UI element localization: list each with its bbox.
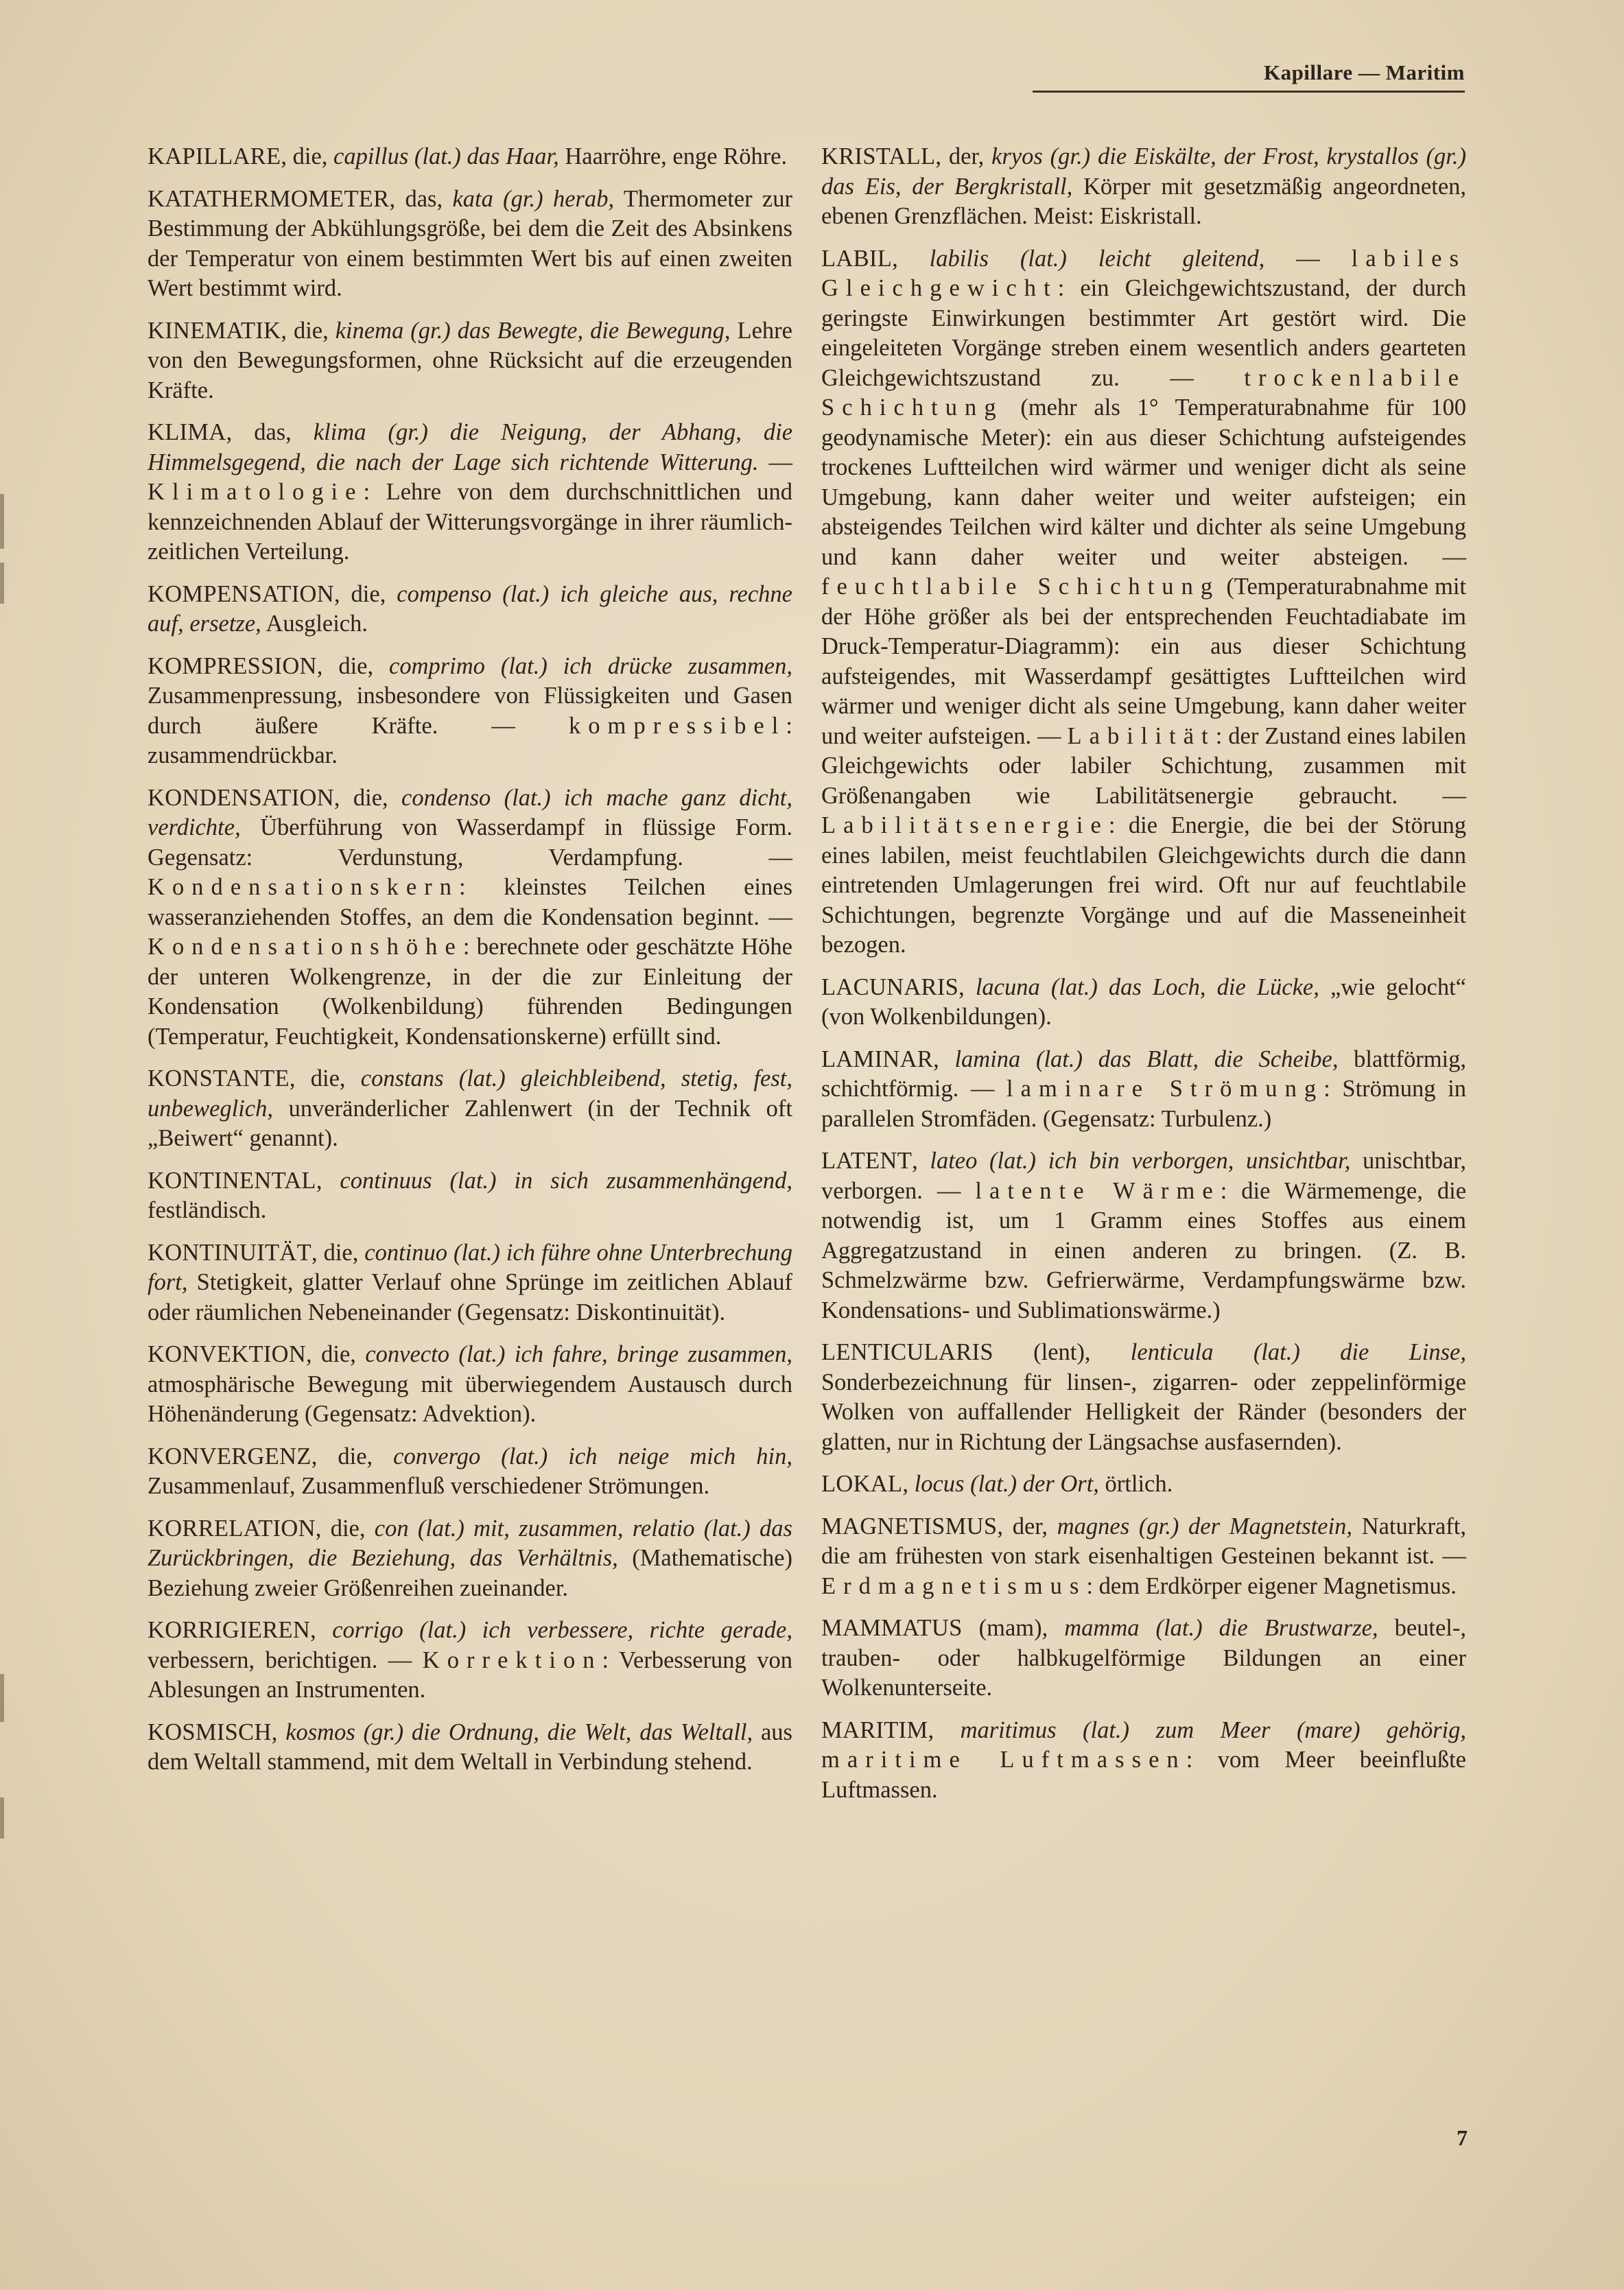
entry-etymology: kinema (gr.) das Bewegte, die Bewegung,: [335, 317, 731, 344]
entry-text: : die Wärmemenge, die notwendig ist, um 1 Gramm eines Stoffes aus einem Aggregatzustand in einen anderen zu bringen. (Z. B. Schmelzwärme bzw. Gefrierwärme, Verdampfungswärme bzw. Kondensations- und Sublimationswärme.): [821, 1177, 1467, 1323]
dictionary-entry: [821, 1716, 1466, 1806]
entry-grammar: ,: [933, 1046, 955, 1072]
entry-term: MAMMATUS: [821, 1615, 963, 1641]
entry-etymology: continuo (lat.) ich führe ohne Unterbrechung fort,: [148, 1239, 792, 1295]
entry-term: KAPILLARE: [148, 143, 281, 169]
entry-etymology: compenso (lat.) ich gleiche aus, rechne auf, ersetze,: [148, 580, 792, 637]
entry-subterm: Labilitätsenergie: [821, 812, 1109, 838]
dictionary-entry: [148, 1166, 792, 1226]
entry-grammar: , die,: [306, 1341, 366, 1367]
entry-grammar: ,: [310, 1617, 333, 1643]
entry-etymology: convergo (lat.) ich neige mich hin,: [393, 1443, 792, 1469]
entry-term: KONVERGENZ: [148, 1443, 311, 1469]
entry-etymology: lamina (lat.) das Blatt, die Scheibe,: [954, 1046, 1339, 1072]
entry-text: festländisch.: [148, 1197, 267, 1223]
entry-text: Naturkraft, die am frühesten von stark eisenhaltigen Gesteinen bekannt ist. —: [821, 1513, 1466, 1569]
entry-subterm: Erdmagnetismus: [821, 1572, 1087, 1599]
dictionary-entry: [148, 1616, 792, 1705]
entry-etymology: labilis (lat.) leicht gleitend,: [929, 245, 1265, 272]
entry-etymology: mamma (lat.) die Brustwarze,: [1064, 1615, 1378, 1641]
entry-term: LABIL: [821, 245, 893, 272]
entry-etymology: lenticula (lat.) die Linse,: [1130, 1339, 1466, 1365]
right-column: [821, 142, 1466, 1817]
entry-text: —: [1264, 245, 1352, 272]
entry-grammar: , das,: [389, 185, 453, 212]
page-number: 7: [1457, 2125, 1468, 2150]
entry-grammar: ,: [892, 245, 930, 272]
entry-text: : die Energie, die bei der Störung eines labilen, meist feuchtlabilen Gleichgewichts durch die dann eintretenden Umlagerungen frei wird. Oft nur auf feuchtlabile Schichtungen, begrenzte Vorgänge und auf die Masseneinheit bezogen.: [821, 812, 1466, 958]
entry-subterm: labiles Gleichgewicht: [821, 245, 1466, 301]
entry-etymology: con (lat.) mit, zusammen, relatio (lat.) das Zurückbringen, die Beziehung, das Verhältnis,: [148, 1515, 792, 1571]
entry-text: : Lehre von dem durchschnittlichen und kennzeichnenden Ablauf der Witterungsvorgänge in ihrer räumlich-zeitlichen Verteilung.: [148, 479, 792, 565]
entry-term: KONTINUITÄT: [148, 1239, 311, 1266]
entry-term: KONDENSATION: [148, 784, 334, 811]
entry-text: (Mathematische) Beziehung zweier Größenreihen zueinander.: [148, 1545, 792, 1601]
entry-grammar: ,: [928, 1716, 961, 1743]
dictionary-entry: [821, 244, 1466, 960]
dictionary-entry: [148, 1442, 792, 1502]
entry-text: : Strömung in parallelen Stromfäden. (Gegensatz: Turbulenz.): [821, 1076, 1466, 1132]
entry-text: : der Zustand eines labilen Gleichgewichts oder labiler Schichtung, zusammen mit Größenangaben wie Labilitätsenergie gebraucht. —: [821, 722, 1466, 809]
dictionary-entry: [148, 418, 792, 567]
entry-subterm: laminare Strömung: [1007, 1076, 1324, 1102]
entry-text: : dem Erdkörper eigener Magnetismus.: [1086, 1572, 1457, 1599]
dictionary-entry: [821, 142, 1466, 232]
entry-grammar: , die,: [281, 143, 334, 169]
dictionary-entry: [148, 652, 792, 771]
entry-text: Stetigkeit, glatter Verlauf ohne Sprünge im zeitlichen Ablauf oder räumlichen Nebeneinander (Gegensatz: Diskontinuität).: [148, 1269, 792, 1325]
dictionary-entry: [148, 783, 792, 1052]
dictionary-entry: [148, 1514, 792, 1604]
entry-term: KONVEKTION: [148, 1341, 307, 1367]
dictionary-entry: [821, 1146, 1466, 1325]
entry-text: (Temperaturabnahme mit der Höhe größer als bei der entsprechenden Feuchtadiabate im Druck-Temperatur-Diagramm): ein aus dieser Schichtung aufsteigendes, mit Wasserdampf gesättigtes Luftteilchen wird wärmer und weniger dicht als seine Umgebung, kann daher weiter und weiter aufsteigen. —: [821, 574, 1466, 749]
dictionary-entry: [821, 1614, 1466, 1703]
entry-term: KLIMA: [148, 419, 226, 445]
dictionary-entry: [821, 1469, 1466, 1500]
entry-text: Körper mit gesetzmäßig angeordneten, ebenen Grenzflächen. Meist: Eiskristall.: [821, 173, 1467, 229]
dictionary-entry: [148, 580, 792, 639]
dictionary-entry: [821, 1338, 1466, 1457]
left-column: [148, 142, 792, 1790]
entry-text: —: [758, 449, 793, 475]
entry-subterm: Kondensationskern: [148, 874, 460, 900]
entry-subterm: trockenlabile Schichtung: [821, 364, 1466, 421]
binding-mark: [0, 563, 4, 604]
entry-term: KOMPRESSION: [148, 652, 317, 679]
dictionary-entry: [148, 1340, 792, 1430]
entry-text: (mehr als 1° Temperaturabnahme für 100 geodynamische Meter): ein aus dieser Schichtung aufsteigendes trockenes Luftteilchen wird wärmer und weniger dicht als seine Umgebung, kann daher weiter und weiter aufsteigen; ein absteigendes Teilchen wird kälter und dichter als seine Umgebung und kann daher weiter und weiter absteigen. —: [821, 394, 1466, 570]
entry-grammar: , die,: [289, 1065, 361, 1091]
entry-text: : zusammendrückbar.: [148, 712, 792, 768]
entry-term: LACUNARIS: [821, 973, 959, 1000]
binding-mark: [0, 494, 4, 549]
entry-term: KORRELATION: [148, 1515, 316, 1542]
entry-etymology: corrigo (lat.) ich verbessere, richte gerade,: [332, 1617, 792, 1643]
entry-text: Lehre von den Bewegungsformen, ohne Rücksicht auf die erzeugenden Kräfte.: [148, 317, 792, 403]
entry-grammar: ,: [316, 1167, 340, 1194]
entry-text: aus dem Weltall stammend, mit dem Weltall in Verbindung stehend.: [148, 1719, 792, 1775]
entry-text: unveränderlicher Zahlenwert (in der Technik oft „Beiwert“ genannt).: [148, 1095, 792, 1151]
dictionary-entry: [148, 1238, 792, 1328]
binding-mark: [0, 1797, 4, 1839]
entry-grammar: , die,: [333, 580, 397, 607]
entry-etymology: kata (gr.) herab,: [452, 185, 615, 212]
entry-etymology: continuus (lat.) in sich zusammenhängend,: [340, 1167, 793, 1194]
entry-grammar: , die,: [281, 317, 336, 344]
entry-text: blattförmig, schichtförmig. —: [821, 1046, 1467, 1102]
entry-etymology: constans (lat.) gleichbleibend, stetig, fest, unbeweglich,: [148, 1065, 792, 1122]
entry-term: MARITIM: [821, 1716, 928, 1743]
entry-text: „wie gelocht“ (von Wolkenbildungen).: [821, 973, 1466, 1030]
dictionary-entry: [148, 316, 792, 406]
entry-term: KONTINENTAL: [148, 1167, 316, 1194]
entry-term: KRISTALL: [821, 143, 936, 169]
entry-term: LENTICULARIS: [821, 1339, 993, 1365]
entry-etymology: lateo (lat.) ich bin verborgen, unsichtbar,: [930, 1148, 1351, 1174]
entry-grammar: (lent),: [993, 1339, 1131, 1365]
dictionary-entry: [148, 185, 792, 304]
entry-grammar: , der,: [935, 143, 992, 169]
entry-subterm: Kondensationshöhe: [148, 934, 463, 960]
entry-grammar: , die,: [311, 1443, 394, 1469]
entry-text: atmosphärische Bewegung mit überwiegendem Austausch durch Höhenänderung (Gegensatz: Advektion).: [148, 1371, 792, 1427]
dictionary-entry: [821, 1512, 1466, 1602]
entry-text: unischtbar, verborgen. —: [821, 1148, 1466, 1204]
dictionary-entry: [148, 1718, 792, 1778]
entry-etymology: klima (gr.) die Neigung, der Abhang, die Himmelsgegend, die nach der Lage sich richtende Witterung.: [148, 419, 793, 475]
entry-etymology: maritimus (lat.) zum Meer (mare) gehörig,: [960, 1716, 1466, 1743]
entry-subterm: feuchtlabile Schichtung: [821, 574, 1221, 600]
entry-etymology: locus (lat.) der Ort,: [914, 1471, 1099, 1497]
entry-grammar: , die,: [311, 1239, 365, 1266]
entry-term: KONSTANTE: [148, 1065, 290, 1091]
entry-etymology: capillus (lat.) das Haar,: [333, 143, 559, 169]
entry-text: Zusammenpressung, insbesondere von Flüssigkeiten und Gasen durch äußere Kräfte. —: [148, 683, 792, 739]
entry-text: : vom Meer beeinflußte Luftmassen.: [821, 1747, 1466, 1803]
entry-subterm: Klimatologie: [148, 479, 364, 505]
dictionary-entry: [821, 973, 1466, 1032]
entry-text: : Verbesserung von Ablesungen an Instrumenten.: [148, 1646, 792, 1703]
entry-text: verbessern, berichtigen. —: [148, 1646, 423, 1673]
dictionary-entry: [821, 1045, 1466, 1135]
entry-text: Haarröhre, enge Röhre.: [558, 143, 788, 169]
entry-term: MAGNETISMUS: [821, 1513, 998, 1539]
entry-etymology: kryos (gr.) die Eiskälte, der Frost, krystallos (gr.) das Eis, der Bergkristall,: [821, 143, 1467, 200]
entry-text: Thermometer zur Bestimmung der Abkühlungsgröße, bei dem die Zeit des Absinkens der Temperatur von einem bestimmten Wert bis auf einen zweiten Wert bestimmt wird.: [148, 185, 792, 301]
entry-text: Zusammenlauf, Zusammenfluß verschiedener Strömungen.: [148, 1473, 710, 1499]
entry-text: beutel-, trauben- oder halbkugelförmige Bildungen an einer Wolkenunterseite.: [821, 1615, 1466, 1701]
entry-grammar: ,: [958, 973, 976, 1000]
entry-grammar: (mam),: [962, 1615, 1065, 1641]
entry-term: KINEMATIK: [148, 317, 281, 344]
entry-grammar: ,: [902, 1471, 915, 1497]
entry-grammar: ,: [271, 1719, 286, 1745]
entry-grammar: , die,: [333, 784, 401, 811]
entry-text: örtlich.: [1098, 1471, 1173, 1497]
entry-grammar: ,: [912, 1148, 930, 1174]
entry-text: Sonderbezeichnung für linsen-, zigarren- oder zeppelinförmige Wolken von auffallender Helligkeit der Ränder (besonders der glatten, nur in Richtung der Längsachse ausfasernden).: [821, 1369, 1466, 1455]
entry-subterm: kompressibel: [568, 712, 786, 739]
entry-term: LOKAL: [821, 1471, 903, 1497]
entry-etymology: comprimo (lat.) ich drücke zusammen,: [389, 652, 792, 679]
entry-text: Ausgleich.: [261, 611, 368, 637]
entry-etymology: magnes (gr.) der Magnetstein,: [1057, 1513, 1352, 1539]
entry-etymology: kosmos (gr.) die Ordnung, die Welt, das Weltall,: [285, 1719, 753, 1745]
entry-etymology: convecto (lat.) ich fahre, bringe zusammen,: [365, 1341, 792, 1367]
entry-text: : berechnete oder geschätzte Höhe der unteren Wolkengrenze, in der die zur Einleitung der Kondensation (Wolkenbildung) führenden Bedingungen (Temperatur, Feuchtigkeit, Kondensationskerne) erfüllt sind.: [148, 934, 792, 1050]
entry-grammar: , die,: [316, 652, 390, 679]
entry-grammar: , die,: [315, 1515, 375, 1542]
entry-subterm: latente Wärme: [975, 1177, 1221, 1204]
entry-term: KOSMISCH: [148, 1719, 272, 1745]
entry-text: : kleinstes Teilchen eines wasseranziehenden Stoffes, an dem die Kondensation beginnt. —: [148, 874, 792, 930]
entry-subterm: Labilität: [1067, 722, 1216, 749]
entry-term: LAMINAR: [821, 1046, 934, 1072]
dictionary-entry: [148, 142, 792, 172]
binding-mark: [0, 1674, 4, 1722]
entry-subterm: maritime Luftmassen: [821, 1747, 1186, 1773]
entry-subterm: Korrektion: [422, 1646, 602, 1673]
entry-text: Überführung von Wasserdampf in flüssige Form. Gegensatz: Verdunstung, Verdampfung. —: [148, 814, 792, 871]
entry-term: KORRIGIEREN: [148, 1617, 311, 1643]
running-head: Kapillare — Maritim: [1033, 60, 1465, 93]
entry-etymology: lacuna (lat.) das Loch, die Lücke,: [975, 973, 1319, 1000]
entry-etymology: condenso (lat.) ich mache ganz dicht, verdichte,: [148, 784, 792, 840]
entry-grammar: , das,: [226, 419, 314, 445]
entry-term: KATATHERMOMETER: [148, 185, 390, 212]
entry-term: LATENT: [821, 1148, 913, 1174]
entry-text: : ein Gleichgewichtszustand, der durch geringste Einwirkungen bestimmter Art gestört wird. Die eingeleiteten Vorgänge streben einem wesentlich anders gearteten Gleichgewichtszustand zu. —: [821, 275, 1466, 391]
dictionary-entry: [148, 1064, 792, 1154]
entry-term: KOMPENSATION: [148, 580, 334, 607]
entry-grammar: , der,: [997, 1513, 1057, 1539]
